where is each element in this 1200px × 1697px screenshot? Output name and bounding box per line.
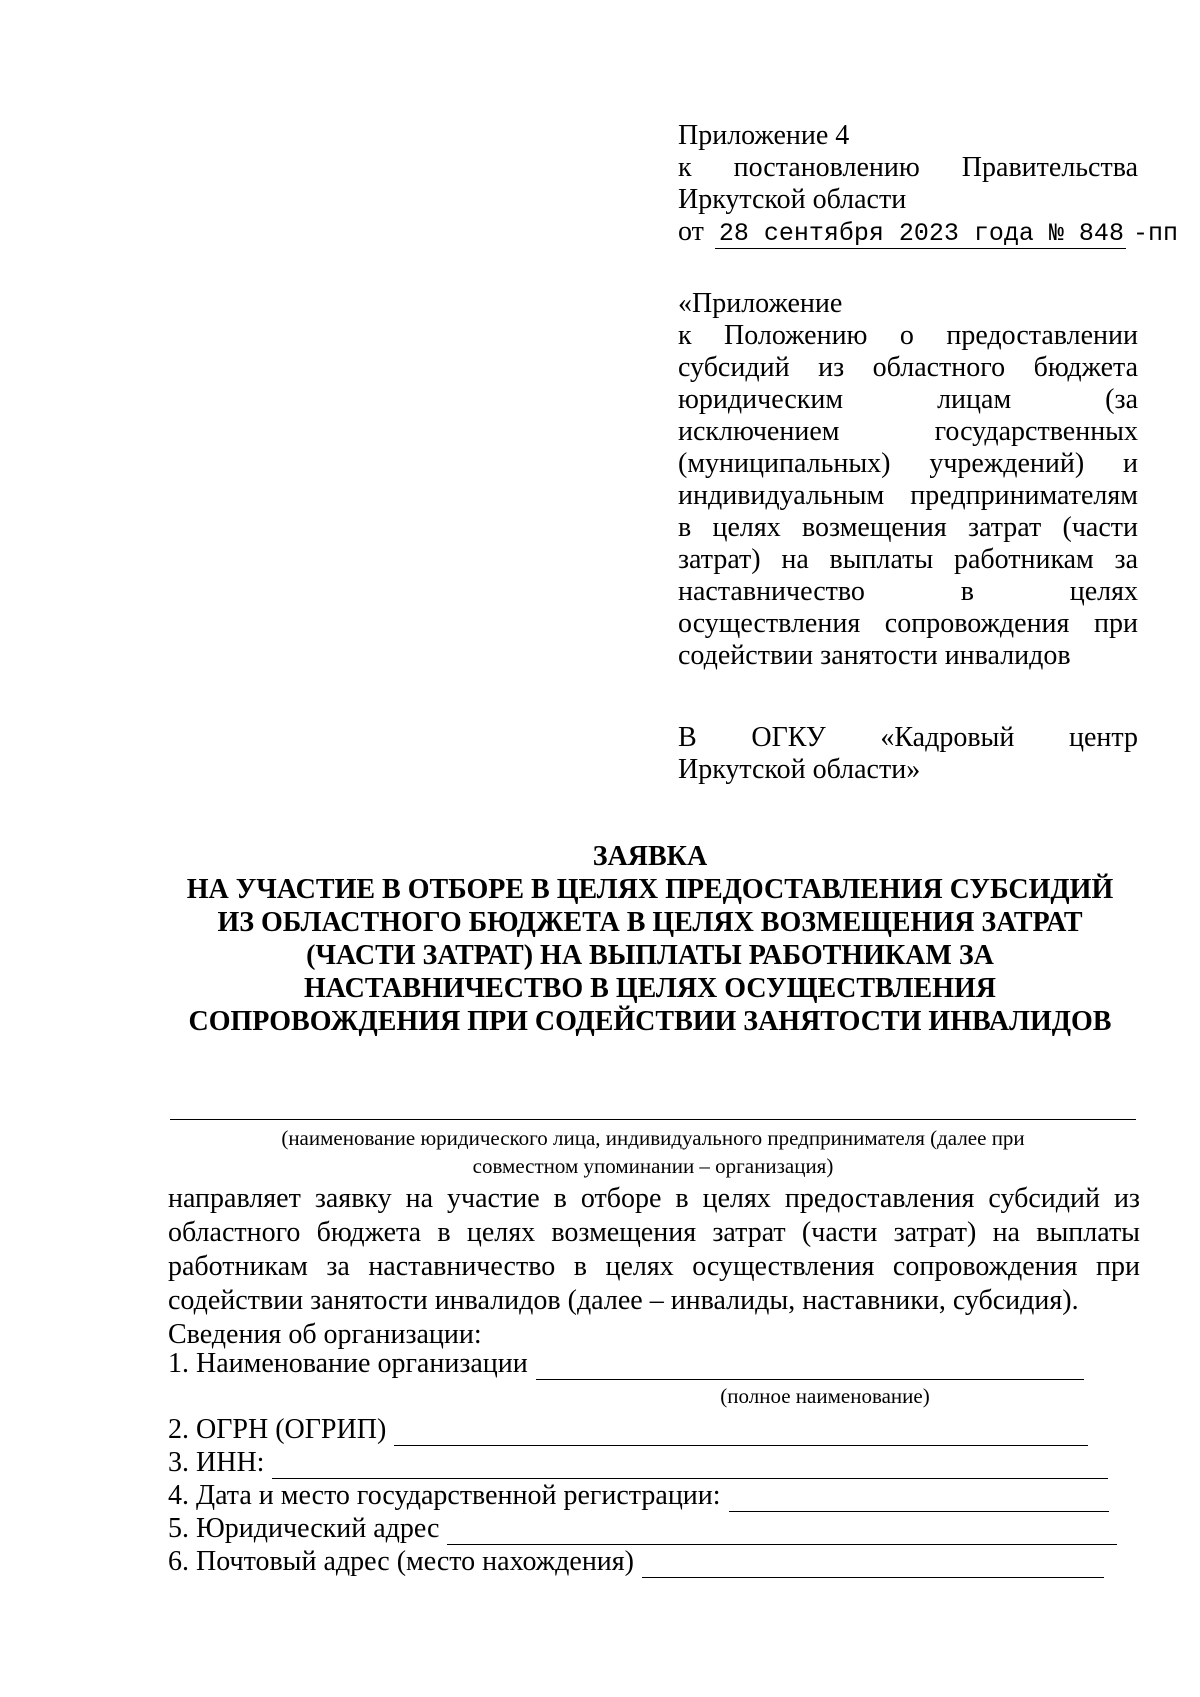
organization-name-caption — [170, 1124, 1136, 1180]
addressee-line: Иркутской области» — [678, 754, 921, 785]
title-line: СОПРОВОЖДЕНИЯ ПРИ СОДЕЙСТВИИ ЗАНЯТОСТИ ИНВАЛИДОВ — [188, 1006, 1112, 1037]
addressee-line: В ОГКУ «Кадровый центр — [678, 722, 1138, 753]
annex-line: осуществления сопровождения при — [678, 608, 1138, 639]
registration-input[interactable] — [729, 1485, 1109, 1512]
appendix-number: Приложение 4 — [678, 120, 850, 151]
ogrn-input[interactable] — [394, 1419, 1088, 1446]
date-value: 28 сентября 2023 года № 848 — [715, 219, 1126, 249]
annex-line: субсидий из областного бюджета — [678, 352, 1138, 383]
title-line: (ЧАСТИ ЗАТРАТ) НА ВЫПЛАТЫ РАБОТНИКАМ ЗА — [306, 940, 994, 971]
title-line: ЗАЯВКА — [592, 841, 708, 872]
appendix-word-resolution: постановлению — [733, 152, 920, 183]
field-label: 4. Дата и место государственной регистрации: — [168, 1480, 721, 1511]
field-postal-address — [168, 1546, 1104, 1578]
annex-line: затрат) на выплаты работникам за — [678, 544, 1138, 575]
field-label: 2. ОГРН (ОГРИП) — [168, 1414, 387, 1445]
field-legal-address — [168, 1513, 1117, 1545]
annex-line: исключением государственных — [678, 416, 1138, 447]
field-label: 3. ИНН: — [168, 1447, 265, 1478]
addressee — [678, 722, 1138, 786]
full-name-caption: (полное наименование) — [720, 1384, 930, 1408]
caption-line: (наименование юридического лица, индивидуального предпринимателя (далее при — [281, 1126, 1025, 1150]
field-label: 6. Почтовый адрес (место нахождения) — [168, 1546, 634, 1577]
field-registration — [168, 1480, 1109, 1512]
appendix-word-k: к — [678, 152, 692, 183]
org-name-input[interactable] — [536, 1353, 1084, 1380]
annex-line: (муниципальных) учреждений) и — [678, 448, 1138, 479]
application-title — [160, 840, 1140, 1038]
caption-line: совместном упоминании – организация) — [472, 1154, 834, 1178]
body-line: содействии занятости инвалидов (далее – инвалиды, наставники, субсидия). — [168, 1285, 1079, 1316]
appendix-word-government: Правительства — [961, 152, 1138, 183]
annex-header — [678, 288, 1138, 672]
body-line: работникам за наставничество в целях осуществления сопровождения при — [168, 1251, 1140, 1282]
inn-input[interactable] — [272, 1452, 1108, 1479]
appendix-resolution-line — [678, 152, 1138, 184]
field-label: 1. Наименование организации — [168, 1348, 528, 1379]
title-line: НАСТАВНИЧЕСТВО В ЦЕЛЯХ ОСУЩЕСТВЛЕНИЯ — [304, 973, 996, 1004]
appendix-header — [678, 120, 1178, 249]
postal-address-input[interactable] — [642, 1551, 1104, 1578]
annex-line: в целях возмещения затрат (части — [678, 512, 1138, 543]
annex-line: индивидуальным предпринимателям — [678, 480, 1138, 511]
field-ogrn — [168, 1414, 1088, 1446]
org-info-heading: Сведения об организации: — [168, 1319, 482, 1350]
body-line: направляет заявку на участие в отборе в целях предоставления субсидий из — [168, 1183, 1140, 1214]
appendix-date-line — [678, 216, 1178, 249]
date-prefix: от — [678, 216, 704, 247]
title-line: НА УЧАСТИЕ В ОТБОРЕ В ЦЕЛЯХ ПРЕДОСТАВЛЕНИЯ СУБСИДИЙ — [186, 874, 1114, 905]
body-line: областного бюджета в целях возмещения затрат (части затрат) на выплаты — [168, 1217, 1140, 1248]
field-inn — [168, 1447, 1108, 1479]
annex-line: юридическим лицам (за — [678, 384, 1138, 415]
annex-line: «Приложение — [678, 288, 843, 319]
legal-address-input[interactable] — [447, 1518, 1117, 1545]
organization-name-line[interactable] — [170, 1119, 1136, 1120]
field-org-name — [168, 1348, 1084, 1380]
field-label: 5. Юридический адрес — [168, 1513, 440, 1544]
body-paragraph — [168, 1182, 1140, 1352]
annex-line: наставничество в целях — [678, 576, 1138, 607]
date-suffix: -пп — [1132, 219, 1178, 248]
title-line: ИЗ ОБЛАСТНОГО БЮДЖЕТА В ЦЕЛЯХ ВОЗМЕЩЕНИЯ ЗАТРАТ — [217, 907, 1083, 938]
appendix-region: Иркутской области — [678, 184, 907, 215]
annex-line: к Положению о предоставлении — [678, 320, 1138, 351]
annex-line: содействии занятости инвалидов — [678, 640, 1071, 671]
